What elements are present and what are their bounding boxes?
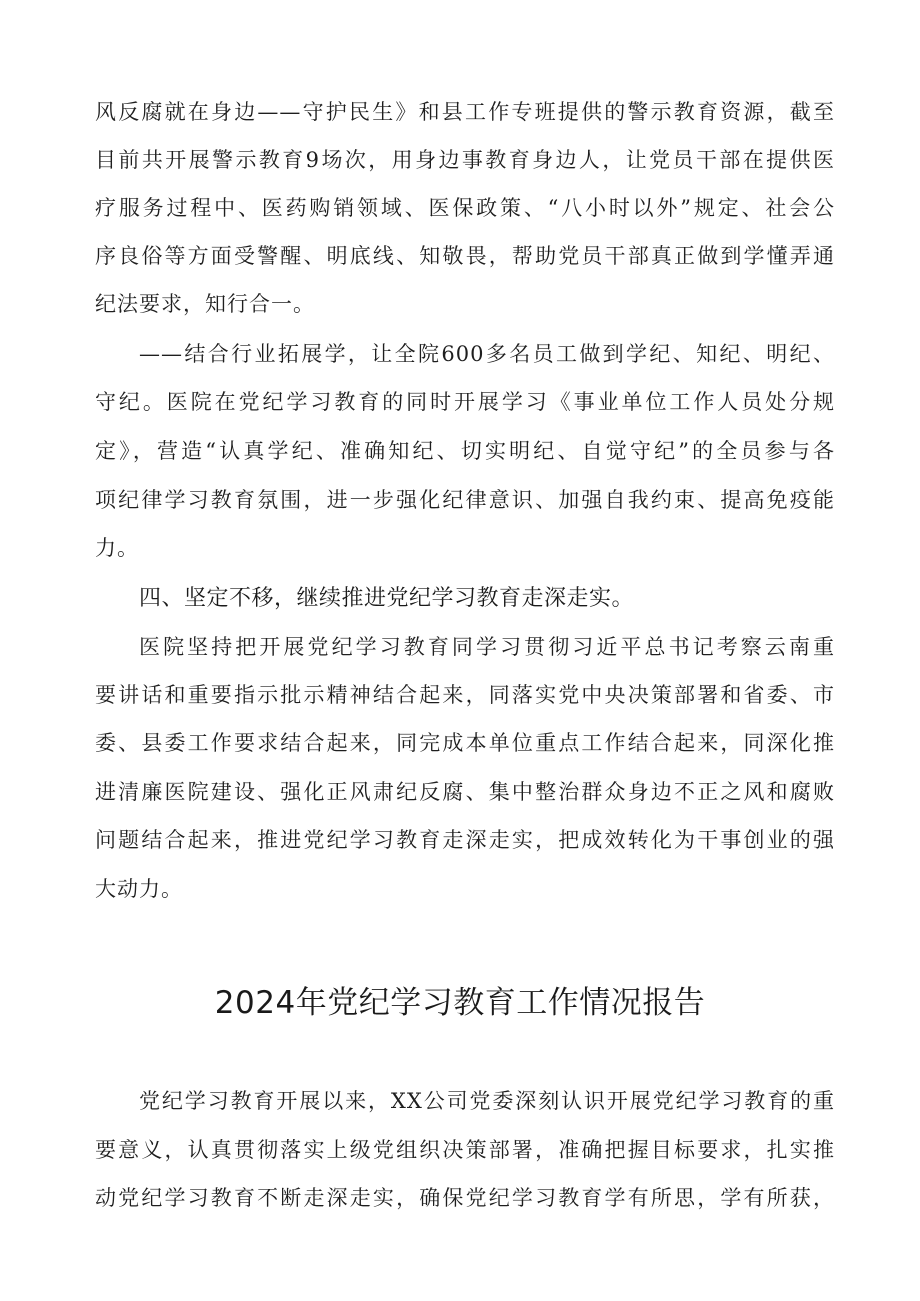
paragraph-3-line-2: 要讲话和重要指示批示精神结合起来，同落实党中央决策部署和省委、市 (95, 683, 835, 707)
paragraph-2-line-2: 守纪。医院在党纪学习教育的同时开展学习《事业单位工作人员处分规 (95, 390, 835, 414)
paragraph-1-line-3: 疗服务过程中、医药购销领域、医保政策、“八小时以外”规定、社会公 (95, 196, 835, 220)
paragraph-3-line-6: 大动力。 (95, 877, 183, 901)
paragraph-1-line-5: 纪法要求，知行合一。 (95, 292, 315, 316)
paragraph-2-line-3: 定》，营造“认真学纪、准确知纪、切实明纪、自觉守纪”的全员参与各 (95, 439, 835, 463)
paragraph-1-line-1: 风反腐就在身边——守护民生》和县工作专班提供的警示教育资源，截至 (95, 100, 835, 124)
section-heading: 四、坚定不移，继续推进党纪学习教育走深走实。 (139, 586, 635, 611)
paragraph-2-line-5: 力。 (95, 536, 139, 560)
report-title: 2024年党纪学习教育工作情况报告 (214, 985, 706, 1021)
paragraph-1-line-4: 序良俗等方面受警醒、明底线、知敬畏，帮助党员干部真正做到学懂弄通 (95, 244, 835, 268)
paragraph-1-line-2: 目前共开展警示教育9场次，用身边事教育身边人，让党员干部在提供医 (95, 148, 835, 172)
paragraph-3-line-3: 委、县委工作要求结合起来，同完成本单位重点工作结合起来，同深化推 (95, 731, 835, 755)
paragraph-4-line-3: 动党纪学习教育不断走深走实，确保党纪学习教育学有所思，学有所获， (95, 1186, 835, 1210)
paragraph-3-line-4: 进清廉医院建设、强化正风肃纪反腐、集中整治群众身边不正之风和腐败 (95, 780, 835, 804)
paragraph-3-line-5: 问题结合起来，推进党纪学习教育走深走实，把成效转化为干事创业的强 (95, 828, 835, 852)
paragraph-4-line-2: 要意义，认真贯彻落实上级党组织决策部署，准确把握目标要求，扎实推 (95, 1138, 835, 1162)
paragraph-2-line-1: ——结合行业拓展学，让全院600多名员工做到学纪、知纪、明纪、 (139, 342, 835, 366)
paragraph-2-line-4: 项纪律学习教育氛围，进一步强化纪律意识、加强自我约束、提高免疫能 (95, 488, 835, 512)
paragraph-4-line-1: 党纪学习教育开展以来，XX公司党委深刻认识开展党纪学习教育的重 (139, 1089, 835, 1113)
paragraph-3-line-1: 医院坚持把开展党纪学习教育同学习贯彻习近平总书记考察云南重 (139, 635, 835, 659)
